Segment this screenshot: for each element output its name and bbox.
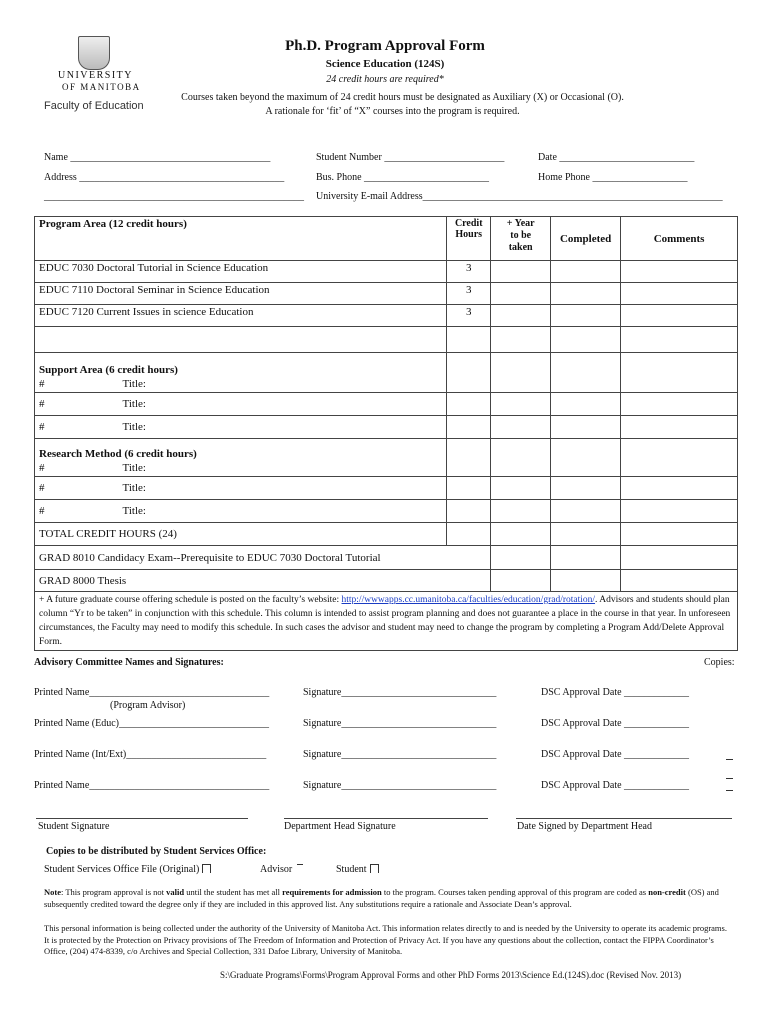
dsc-date-field[interactable]: DSC Approval Date _____________ (541, 780, 690, 791)
comments-cell[interactable] (621, 305, 738, 327)
signature-field[interactable]: Signature_______________________________ (303, 718, 497, 729)
table-row (35, 570, 738, 592)
comments-cell[interactable] (621, 393, 738, 416)
hash-label: # (39, 482, 45, 494)
footnote-row (35, 592, 738, 651)
total-credit-label: TOTAL CREDIT HOURS (24) (35, 523, 447, 546)
program-table (34, 216, 738, 651)
research-course-cell[interactable] (35, 477, 447, 500)
year-cell[interactable] (491, 305, 551, 327)
credit-cell[interactable] (447, 353, 491, 393)
comments-cell[interactable] (621, 523, 738, 546)
hash-label: # (39, 398, 45, 410)
schedule-footnote: + A future graduate course offering schedule is posted on the faculty’s website: http://wwwapps.cc.umanitoba.ca/faculties/education/grad/rotation/. Advisors and students should plan column “Yr to be taken” in conjunction with this schedule. This column is intended to assist program planning and does not guarantee a place in the course in that year. In unforeseen circumstances, the Faculty may need to modify this schedule. In such cases the advisor and student may need to change the program by completing a Program Add/Delete Approval Form. (35, 592, 738, 651)
table-header-row (35, 217, 738, 261)
table-row (35, 523, 738, 546)
address-line2-field[interactable]: ____________________________________________________ (44, 191, 304, 202)
dsc-date-field[interactable]: DSC Approval Date _____________ (541, 687, 690, 698)
year-cell[interactable] (491, 393, 551, 416)
committee-heading: Advisory Committee Names and Signatures: (34, 657, 224, 668)
completed-cell[interactable] (551, 523, 621, 546)
credit-cell[interactable] (447, 477, 491, 500)
distribution-heading: Copies to be distributed by Student Services Office: (46, 846, 267, 857)
comments-cell[interactable] (621, 416, 738, 439)
support-course-cell[interactable] (35, 416, 447, 439)
dsc-date-field[interactable]: DSC Approval Date _____________ (541, 749, 690, 760)
course-credits: 3 (447, 283, 491, 305)
year-cell[interactable] (491, 500, 551, 523)
student-signature-line[interactable] (36, 818, 248, 819)
support-area-cell[interactable] (35, 353, 447, 393)
home-phone-field[interactable]: Home Phone ___________________ (538, 172, 688, 183)
validity-note: Note: This program approval is not valid until the student has met all requirements for admission to the program. Courses taken pending approval of this program are coded as non-credit (OS) and subsequently credited toward the degree only if they are included in this approved list. Any substitutions require a rationale and Associate Dean’s approval. (44, 887, 719, 909)
ssof-checkbox[interactable] (202, 864, 211, 873)
hash-label: # (39, 462, 45, 474)
completed-cell[interactable] (551, 393, 621, 416)
copy-mark (726, 790, 733, 791)
year-cell[interactable] (491, 477, 551, 500)
advisor-option[interactable]: Advisor (260, 864, 303, 875)
completed-header: Completed (551, 217, 621, 261)
title-label: Title: (122, 378, 146, 390)
year-cell[interactable] (491, 416, 551, 439)
comments-cell[interactable] (621, 439, 738, 477)
form-title: Ph.D. Program Approval Form (285, 38, 485, 54)
title-label: Title: (122, 505, 146, 517)
hash-label: # (39, 505, 45, 517)
signature-field[interactable]: Signature_______________________________ (303, 749, 497, 760)
date-signed-label: Date Signed by Department Head (517, 821, 652, 832)
comments-cell[interactable] (621, 261, 738, 283)
form-subtitle: Science Education (124S) (325, 58, 445, 70)
dsc-date-field[interactable]: DSC Approval Date _____________ (541, 718, 690, 729)
printed-name-intext-field[interactable]: Printed Name (Int/Ext)____________________________ (34, 749, 267, 760)
comments-cell[interactable] (621, 477, 738, 500)
logo-manitoba: OF MANITOBA (62, 82, 141, 92)
student-checkbox[interactable] (370, 864, 379, 873)
student-option[interactable]: Student (336, 864, 379, 875)
year-cell[interactable] (491, 523, 551, 546)
year-cell[interactable] (491, 546, 551, 570)
bus-phone-field[interactable]: Bus. Phone _________________________ (316, 172, 490, 183)
program-area-header: Program Area (12 credit hours) (35, 217, 447, 261)
comments-cell[interactable] (621, 353, 738, 393)
completed-cell[interactable] (551, 305, 621, 327)
credit-cell[interactable] (447, 439, 491, 477)
program-advisor-label: (Program Advisor) (110, 700, 186, 711)
table-row (35, 283, 738, 305)
title-label: Title: (122, 462, 146, 474)
completed-cell[interactable] (551, 353, 621, 393)
year-cell[interactable] (491, 439, 551, 477)
title-label: Title: (122, 421, 146, 433)
comments-cell[interactable] (621, 546, 738, 570)
advisor-checkbox[interactable] (297, 864, 303, 865)
table-row (35, 500, 738, 523)
copy-mark (726, 759, 733, 760)
completed-cell[interactable] (551, 570, 621, 592)
comments-cell[interactable] (621, 500, 738, 523)
blank-course-cell[interactable] (35, 327, 447, 353)
comments-cell[interactable] (621, 570, 738, 592)
course-name: EDUC 7030 Doctoral Tutorial in Science Education (35, 261, 447, 283)
credit-requirement: 24 credit hours are required* (326, 74, 444, 85)
course-name: EDUC 7110 Doctoral Seminar in Science Education (35, 283, 447, 305)
comments-header: Comments (621, 217, 738, 261)
course-credits: 3 (447, 261, 491, 283)
printed-name-educ-field[interactable]: Printed Name (Educ)______________________________ (34, 718, 269, 729)
dept-head-signature-line[interactable] (284, 818, 488, 819)
signature-field[interactable]: Signature_______________________________ (303, 687, 497, 698)
credit-cell[interactable] (447, 416, 491, 439)
research-method-header: Research Method (6 credit hours) (39, 448, 197, 460)
completed-cell[interactable] (551, 261, 621, 283)
printed-name-field[interactable]: Printed Name____________________________________ (34, 687, 270, 698)
total-credit-cell[interactable] (447, 523, 491, 546)
support-course-cell[interactable] (35, 393, 447, 416)
table-row (35, 393, 738, 416)
table-row (35, 416, 738, 439)
year-cell[interactable] (491, 261, 551, 283)
completed-cell[interactable] (551, 477, 621, 500)
completed-cell[interactable] (551, 500, 621, 523)
logo-faculty: Faculty of Education (44, 100, 144, 112)
privacy-note: This personal information is being collected under the authority of the University of Manitoba Act. This information relates directly to and is needed by the University to operate its academic programs. It is protected by the Protection on Privacy provisions of The Freedom of Information and Protection of Privacy Act. If you have any questions about the collection, contact the FIPPA Coordinator’s Office, (204) 474-8339, c/o Archives and Special Collection, 331 Dafoe Library, University of Manitoba. (44, 923, 727, 956)
table-row (35, 261, 738, 283)
table-row (35, 327, 738, 353)
copies-label: Copies: (704, 657, 735, 668)
completed-cell[interactable] (551, 439, 621, 477)
title-label: Title: (122, 398, 146, 410)
signature-field[interactable]: Signature_______________________________ (303, 780, 497, 791)
research-method-cell[interactable] (35, 439, 447, 477)
table-row (35, 353, 738, 393)
logo-university: UNIVERSITY (58, 70, 133, 81)
comments-cell[interactable] (621, 283, 738, 305)
table-row (35, 439, 738, 477)
hash-label: # (39, 421, 45, 433)
year-cell[interactable] (491, 283, 551, 305)
year-taken-header: + Year to be taken (491, 217, 551, 261)
grad8000-label: GRAD 8000 Thesis (35, 570, 491, 592)
table-row (35, 305, 738, 327)
rationale-note: A rationale for ‘fit’ of “X” courses into the program is required. (265, 106, 520, 117)
credit-cell[interactable] (447, 393, 491, 416)
dept-head-signature-label: Department Head Signature (284, 821, 396, 832)
credit-hours-header: Credit Hours (447, 217, 491, 261)
credit-cell[interactable] (447, 500, 491, 523)
date-field[interactable]: Date ___________________________ (538, 152, 695, 163)
student-signature-label: Student Signature (38, 821, 110, 832)
hash-label: # (39, 378, 45, 390)
name-field[interactable]: Name ________________________________________ (44, 152, 271, 163)
printed-name-field[interactable]: Printed Name____________________________________ (34, 780, 270, 791)
completed-cell[interactable] (551, 283, 621, 305)
date-signed-line[interactable] (516, 818, 732, 819)
copy-mark (726, 778, 733, 779)
completed-cell[interactable] (551, 327, 621, 353)
rotation-link[interactable]: http://wwwapps.cc.umanitoba.ca/faculties/education/grad/rotation/ (341, 595, 596, 605)
completed-cell[interactable] (551, 416, 621, 439)
course-credits: 3 (447, 305, 491, 327)
support-area-header: Support Area (6 credit hours) (39, 364, 178, 376)
student-number-field[interactable]: Student Number ________________________ (316, 152, 505, 163)
comments-cell[interactable] (621, 327, 738, 353)
document-path: S:\Graduate Programs\Forms\Program Approval Forms and other PhD Forms 2013\Science Ed.(124S).doc (Revised Nov. 2013) (220, 970, 682, 980)
completed-cell[interactable] (551, 546, 621, 570)
course-name: EDUC 7120 Current Issues in science Education (35, 305, 447, 327)
email-field[interactable]: University E-mail Address____________________________________________________________ (316, 191, 723, 202)
grad8010-label: GRAD 8010 Candidacy Exam--Prerequisite to EDUC 7030 Doctoral Tutorial (35, 546, 491, 570)
year-cell[interactable] (491, 353, 551, 393)
address-field[interactable]: Address _________________________________________ (44, 172, 285, 183)
blank-credit-cell[interactable] (447, 327, 491, 353)
table-row (35, 477, 738, 500)
title-label: Title: (122, 482, 146, 494)
research-course-cell[interactable] (35, 500, 447, 523)
ssof-option[interactable]: Student Services Office File (Original) (44, 864, 211, 875)
year-cell[interactable] (491, 327, 551, 353)
year-cell[interactable] (491, 570, 551, 592)
table-row (35, 546, 738, 570)
auxiliary-note: Courses taken beyond the maximum of 24 credit hours must be designated as Auxiliary (X) or Occasional (O). (181, 92, 624, 103)
